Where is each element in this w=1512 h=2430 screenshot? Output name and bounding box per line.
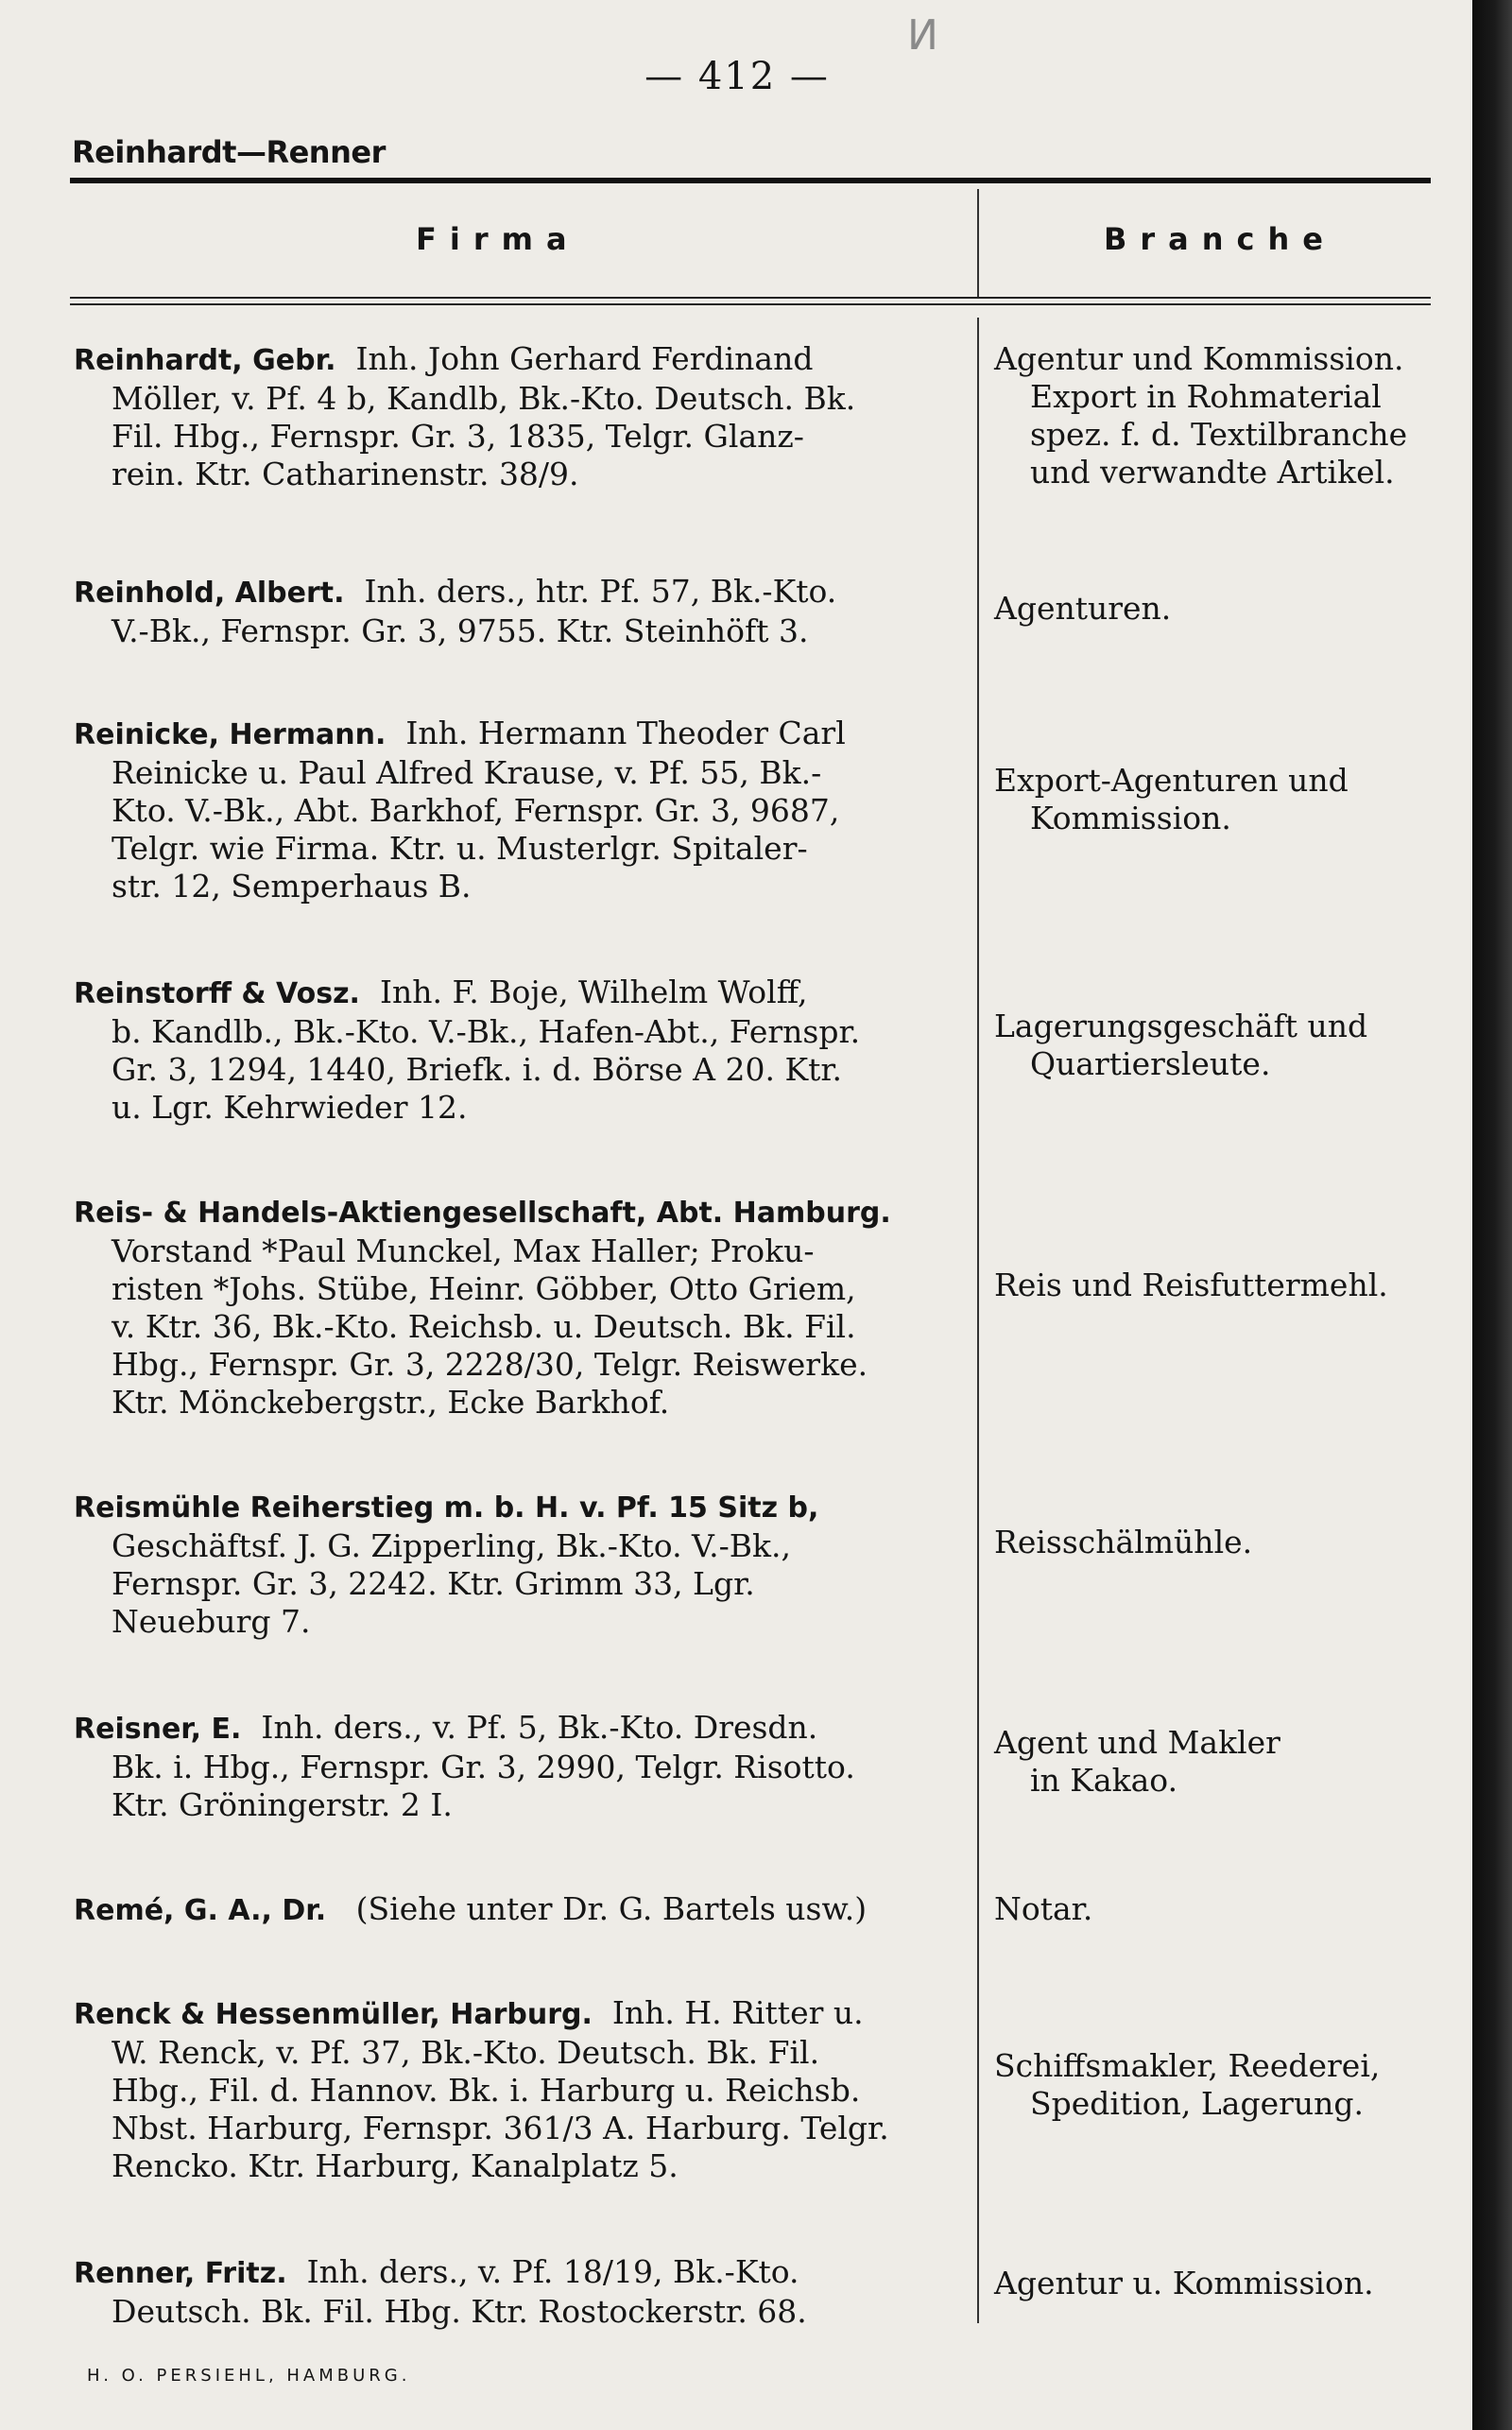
pencil-mark: И: [907, 11, 938, 60]
entry-text: Möller, v. Pf. 4 b, Kandlb, Bk.-Kto. Deutsch. Bk.: [112, 380, 856, 417]
entry-text: rein. Ktr. Catharinenstr. 38/9.: [112, 456, 579, 492]
firm-name: Renner, Fritz.: [74, 2257, 287, 2290]
entry-text: Vorstand *Paul Munckel, Max Haller; Proku-: [112, 1232, 815, 1269]
entry-text: Inh. ders., v. Pf. 5, Bk.-Kto. Dresdn.: [261, 1709, 818, 1746]
entry-text: Ktr. Mönckebergstr., Ecke Barkhof.: [112, 1384, 670, 1421]
entry-text: str. 12, Semperhaus B.: [112, 868, 472, 905]
branche-reinstorff: [994, 1008, 1438, 1083]
branche-text: Reis und Reisfuttermehl.: [994, 1267, 1388, 1303]
firm-name: Renck & Hessenmüller, Harburg.: [74, 1998, 593, 2031]
column-divider: [977, 318, 979, 2323]
branche-text: Reisschälmühle.: [994, 1524, 1253, 1560]
header-rule-top: [70, 178, 1431, 183]
entry-text: Inh. ders., htr. Pf. 57, Bk.-Kto.: [364, 573, 837, 610]
entry-reinicke: [74, 715, 977, 905]
firm-name: Reinhardt, Gebr.: [74, 344, 336, 377]
entry-text: v. Ktr. 36, Bk.-Kto. Reichsb. u. Deutsch. Bk. Fil.: [112, 1308, 856, 1345]
firm-name: Reinicke, Hermann.: [74, 718, 387, 751]
column-header-branche: Branche: [1104, 221, 1336, 257]
header-rule-double-2: [70, 303, 1431, 305]
firm-name: Reinstorff & Vosz.: [74, 977, 360, 1010]
scan-edge-shadow: [1472, 0, 1512, 2430]
entry-reinhold: [74, 573, 977, 650]
entry-text: Neueburg 7.: [112, 1603, 311, 1640]
entry-text: b. Kandlb., Bk.-Kto. V.-Bk., Hafen-Abt., Fernspr.: [112, 1013, 861, 1050]
branche-text: in Kakao.: [1030, 1762, 1178, 1799]
branche-text: Agent und Makler: [994, 1724, 1280, 1761]
firm-name: Reinhold, Albert.: [74, 577, 345, 610]
entry-text: Geschäftsf. J. G. Zipperling, Bk.-Kto. V.-Bk.,: [112, 1527, 791, 1564]
branche-text: Agentur u. Kommission.: [994, 2265, 1374, 2301]
entry-text: Ktr. Gröningerstr. 2 I.: [112, 1786, 453, 1823]
entry-text: Hbg., Fil. d. Hannov. Bk. i. Harburg u. Reichsb.: [112, 2072, 861, 2109]
branche-reisner: [994, 1724, 1438, 1800]
entry-text: Telgr. wie Firma. Ktr. u. Musterlgr. Spitaler-: [112, 830, 808, 867]
branche-text: Lagerungsgeschäft und: [994, 1008, 1368, 1044]
entry-text: Bk. i. Hbg., Fernspr. Gr. 3, 2990, Telgr. Risotto.: [112, 1749, 855, 1785]
entry-text: Rencko. Ktr. Harburg, Kanalplatz 5.: [112, 2147, 679, 2184]
entry-text: Kto. V.-Bk., Abt. Barkhof, Fernspr. Gr. 3, 9687,: [112, 792, 840, 829]
entry-text: Inh. F. Boje, Wilhelm Wolff,: [379, 974, 808, 1010]
branche-reismuehle: [994, 1524, 1438, 1561]
entry-reinhardt: [74, 340, 977, 493]
branche-renck-hessenmueller: [994, 2047, 1438, 2123]
entry-reismuehle: [74, 1488, 977, 1641]
branche-text: spez. f. d. Textilbranche: [1030, 416, 1408, 453]
branche-text: Quartiersleute.: [1030, 1045, 1271, 1082]
entry-renck-hessenmueller: [74, 1994, 977, 2185]
entry-text: Inh. John Gerhard Ferdinand: [355, 340, 814, 377]
entry-text: V.-Bk., Fernspr. Gr. 3, 9755. Ktr. Steinhöft 3.: [112, 612, 809, 649]
entry-text: Deutsch. Bk. Fil. Hbg. Ktr. Rostockerstr. 68.: [112, 2293, 807, 2330]
firm-name: Reis- & Handels-Aktiengesellschaft, Abt. Hamburg.: [74, 1197, 891, 1230]
branche-reis-handels: [994, 1267, 1438, 1304]
printer-imprint: H. O. PERSIEHL, HAMBURG.: [87, 2366, 411, 2386]
firm-name: Remé, G. A., Dr.: [74, 1894, 327, 1927]
branche-text: Schiffsmakler, Reederei,: [994, 2047, 1381, 2084]
entry-text: (Siehe unter Dr. G. Bartels usw.): [355, 1890, 868, 1927]
branche-text: Export-Agenturen und: [994, 762, 1349, 799]
branche-renner: [994, 2265, 1438, 2302]
entry-text: W. Renck, v. Pf. 37, Bk.-Kto. Deutsch. Bk. Fil.: [112, 2034, 820, 2071]
branche-reinhardt: [994, 340, 1438, 491]
branche-text: und verwandte Artikel.: [1030, 454, 1395, 491]
entry-text: Hbg., Fernspr. Gr. 3, 2228/30, Telgr. Reiswerke.: [112, 1346, 868, 1383]
entry-text: u. Lgr. Kehrwieder 12.: [112, 1089, 468, 1126]
branche-text: Kommission.: [1030, 800, 1231, 836]
branche-text: Spedition, Lagerung.: [1030, 2085, 1364, 2122]
branche-text: Notar.: [994, 1890, 1093, 1927]
branche-text: Agenturen.: [994, 590, 1172, 627]
entry-text: Fil. Hbg., Fernspr. Gr. 3, 1835, Telgr. Glanz-: [112, 418, 804, 455]
entry-text: Fernspr. Gr. 3, 2242. Ktr. Grimm 33, Lgr.: [112, 1565, 755, 1602]
entry-reis-handels: [74, 1193, 977, 1422]
firm-name: Reisner, E.: [74, 1713, 242, 1746]
column-header-firma: Firma: [416, 221, 580, 257]
entry-text: Inh. Hermann Theoder Carl: [405, 715, 846, 751]
entry-text: Inh. ders., v. Pf. 18/19, Bk.-Kto.: [306, 2253, 799, 2290]
firm-name: Reismühle Reiherstieg m. b. H. v. Pf. 15 Sitz b,: [74, 1491, 819, 1525]
entry-text: Inh. H. Ritter u.: [611, 1994, 864, 2031]
entry-reme: [74, 1890, 977, 1930]
branche-reme: [994, 1890, 1438, 1928]
entry-text: Gr. 3, 1294, 1440, Briefk. i. d. Börse A 20. Ktr.: [112, 1051, 843, 1088]
entry-renner: [74, 2253, 977, 2331]
entry-reinstorff: [74, 974, 977, 1127]
column-divider-header: [977, 189, 979, 297]
page-number: — 412 —: [644, 55, 830, 98]
entry-reisner: [74, 1709, 977, 1824]
header-rule-double-1: [70, 297, 1431, 299]
entry-text: Reinicke u. Paul Alfred Krause, v. Pf. 55, Bk.-: [112, 754, 822, 791]
running-head: Reinhardt—Renner: [72, 134, 386, 170]
branche-text: Export in Rohmaterial: [1030, 378, 1382, 415]
branche-text: Agentur und Kommission.: [994, 340, 1404, 377]
branche-reinhold: [994, 590, 1438, 628]
entry-text: Nbst. Harburg, Fernspr. 361/3 A. Harburg. Telgr.: [112, 2110, 889, 2146]
entry-text: risten *Johs. Stübe, Heinr. Göbber, Otto Griem,: [112, 1270, 856, 1307]
branche-reinicke: [994, 762, 1438, 837]
